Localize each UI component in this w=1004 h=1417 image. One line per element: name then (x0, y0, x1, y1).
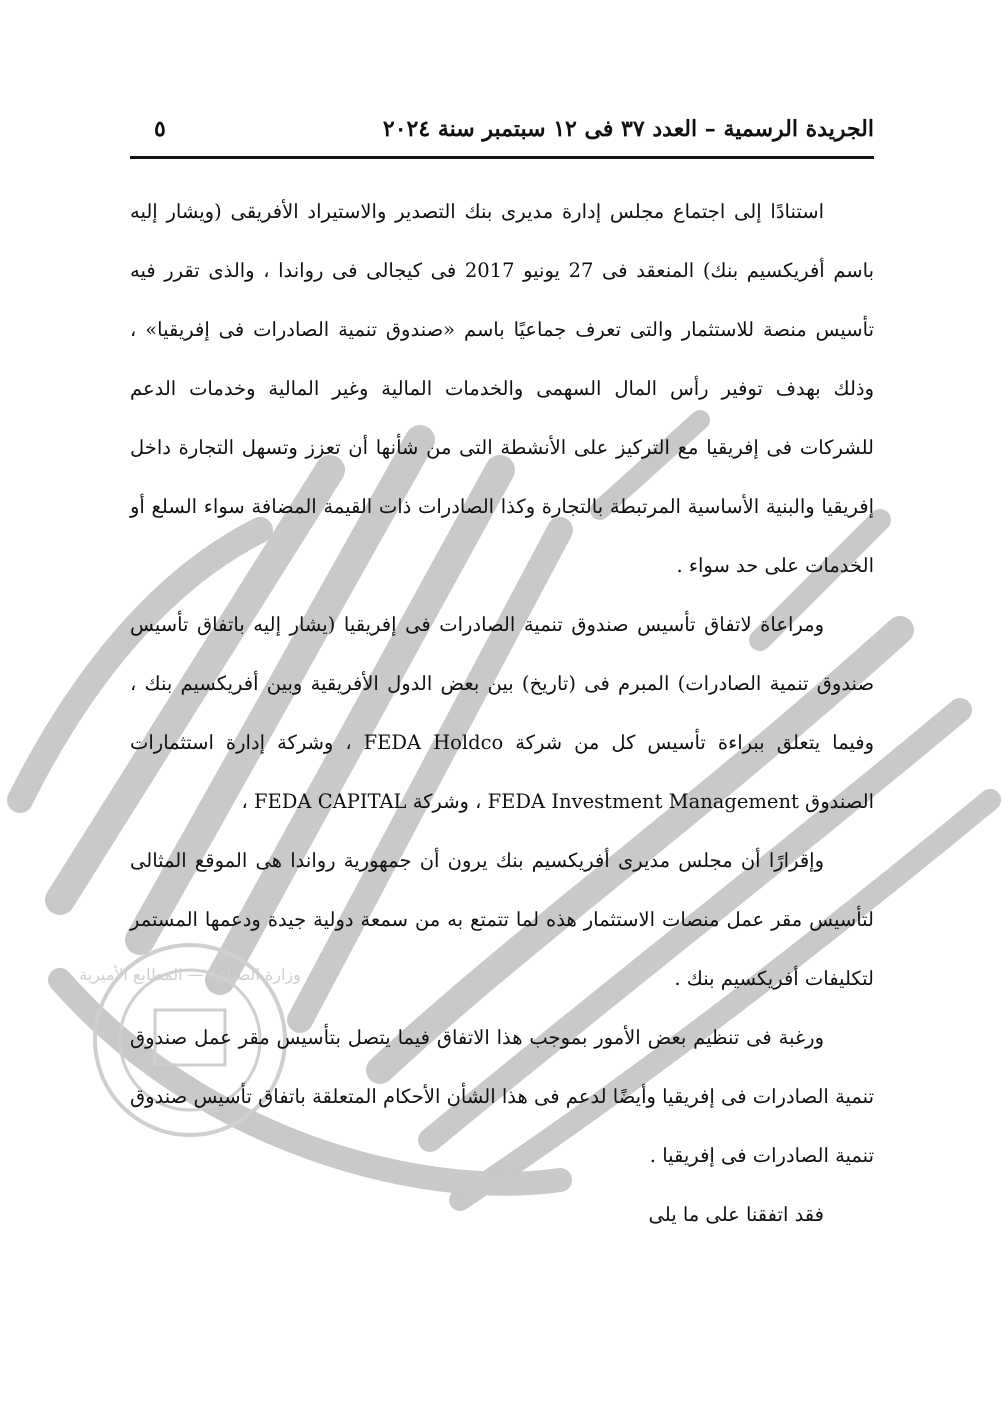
header-divider (130, 156, 874, 159)
gazette-title: الجريدة الرسمية – العدد ٣٧ فى ١٢ سبتمبر سنة ٢٠٢٤ (382, 116, 874, 142)
paragraph-feda-agreement: ومراعاة لاتفاق تأسيس صندوق تنمية الصادرات فى إفريقيا (يشار إليه باتفاق تأسيس صندوق تنمية الصادرات) المبرم فى (تاريخ) بين بعض الدول الأفريقية وبين أفريكسيم بنك ، وفيما يتعلق ببراءة تأسيس كل من شركة FEDA Holdco ، وشركة إدارة استثمارات الصندوق FEDA Investment Management ، وشركة FEDA CAPITAL ، (130, 613, 875, 813)
page-header (130, 112, 874, 158)
paragraph-agreed: فقد اتفقنا على ما يلى (648, 1203, 824, 1226)
document-body (130, 182, 874, 1244)
paragraph-purpose: ورغبة فى تنظيم بعض الأمور بموجب هذا الاتفاق فيما يتصل بتأسيس مقر عمل صندوق تنمية الصادرات فى إفريقيا وأيضًا لدعم فى هذا الشأن الأحكام المتعلقة باتفاق تأسيس صندوق تنمية الصادرات فى إفريقيا . (130, 1026, 874, 1167)
paragraph-rwanda-acknowledgement: وإقرارًا أن مجلس مديرى أفريكسيم بنك يرون أن جمهورية رواندا هى الموقع المثالى لتأسيس مقر عمل منصات الاستثمار هذه لما تتمتع به من سمعة دولية جيدة ودعمها المستمر لتكليفات أفريكسيم بنك . (130, 849, 874, 990)
page-number: ٥ (154, 116, 166, 142)
svg-text:وزارة الصناعة — المطابع الأمير: وزارة الصناعة — المطابع الأميرية (79, 965, 301, 984)
paragraph-preamble: استنادًا إلى اجتماع مجلس إدارة مديرى بنك التصدير والاستيراد الأفريقى (ويشار إليه باسم أفريكسيم بنك) المنعقد فى 27 يونيو 2017 فى كيجالى فى رواندا ، والذى تقرر فيه تأسيس منصة للاستثمار والتى تعرف جماعيًا باسم «صندوق تنمية الصادرات فى إفريقيا» ، وذلك بهدف توفير رأس المال السهمى والخدمات المالية وغير المالية وخدمات الدعم للشركات فى إفريقيا مع التركيز على الأنشطة التى من شأنها أن تعزز وتسهل التجارة داخل إفريقيا والبنية الأساسية المرتبطة بالتجارة وكذا الصادرات ذات القيمة المضافة سواء السلع أو الخدمات على حد سواء . (130, 200, 874, 577)
